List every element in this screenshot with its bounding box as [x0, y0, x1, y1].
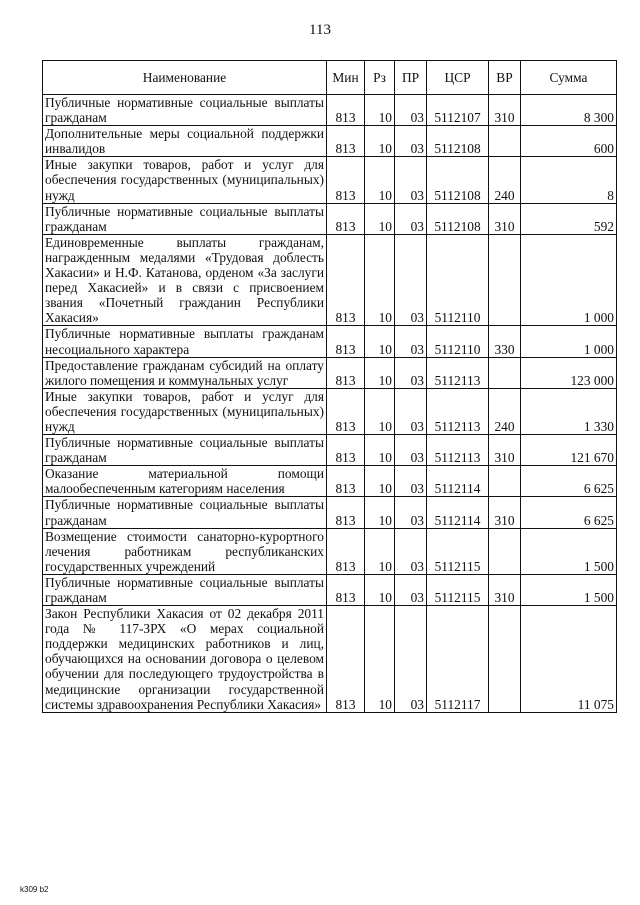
cell-rz: 10 — [365, 574, 395, 605]
cell-sum: 600 — [521, 126, 617, 157]
table-body — [43, 95, 617, 713]
cell-pr: 03 — [395, 466, 427, 497]
cell-min: 813 — [327, 497, 365, 528]
cell-vr: 240 — [489, 157, 521, 203]
table-row — [43, 357, 617, 388]
cell-min: 813 — [327, 95, 365, 126]
cell-pr: 03 — [395, 606, 427, 713]
cell-pr: 03 — [395, 435, 427, 466]
table-row — [43, 157, 617, 203]
cell-csr: 5112113 — [427, 388, 489, 434]
header-name: Наименование — [43, 61, 327, 95]
cell-name: Дополнительные меры социальной поддержки инвалидов — [43, 126, 327, 157]
cell-sum: 1 330 — [521, 388, 617, 434]
cell-rz: 10 — [365, 357, 395, 388]
cell-csr: 5112113 — [427, 435, 489, 466]
cell-pr: 03 — [395, 326, 427, 357]
cell-min: 813 — [327, 234, 365, 326]
cell-sum: 123 000 — [521, 357, 617, 388]
cell-sum: 1 500 — [521, 574, 617, 605]
cell-rz: 10 — [365, 95, 395, 126]
cell-min: 813 — [327, 126, 365, 157]
table-row — [43, 435, 617, 466]
cell-sum: 121 670 — [521, 435, 617, 466]
table-row — [43, 203, 617, 234]
cell-rz: 10 — [365, 435, 395, 466]
cell-min: 813 — [327, 157, 365, 203]
cell-csr: 5112107 — [427, 95, 489, 126]
cell-pr: 03 — [395, 157, 427, 203]
cell-csr: 5112115 — [427, 528, 489, 574]
table-row — [43, 497, 617, 528]
table-row — [43, 466, 617, 497]
header-rz: Рз — [365, 61, 395, 95]
cell-name: Предоставление гражданам субсидий на оплату жилого помещения и коммунальных услуг — [43, 357, 327, 388]
cell-vr — [489, 126, 521, 157]
cell-csr: 5112108 — [427, 157, 489, 203]
cell-name: Единовременные выплаты гражданам, награжденным медалями «Трудовая доблесть Хакасии» и Н.Ф. Катанова, орденом «За заслуги перед Хакасией» и в связи с присвоением звания «Почетный гражданин Республики Хакасия» — [43, 234, 327, 326]
header-min: Мин — [327, 61, 365, 95]
cell-min: 813 — [327, 203, 365, 234]
cell-name: Иные закупки товаров, работ и услуг для обеспечения государственных (муниципальных) нужд — [43, 157, 327, 203]
cell-csr: 5112114 — [427, 497, 489, 528]
header-vr: ВР — [489, 61, 521, 95]
table-row — [43, 606, 617, 713]
cell-name: Публичные нормативные социальные выплаты гражданам — [43, 203, 327, 234]
cell-sum: 11 075 — [521, 606, 617, 713]
cell-name: Публичные нормативные социальные выплаты гражданам — [43, 435, 327, 466]
cell-min: 813 — [327, 326, 365, 357]
cell-pr: 03 — [395, 357, 427, 388]
cell-pr: 03 — [395, 574, 427, 605]
cell-vr: 310 — [489, 203, 521, 234]
cell-vr — [489, 606, 521, 713]
cell-vr — [489, 234, 521, 326]
table-row — [43, 234, 617, 326]
cell-csr: 5112108 — [427, 203, 489, 234]
cell-vr: 310 — [489, 435, 521, 466]
cell-sum: 1 000 — [521, 234, 617, 326]
cell-csr: 5112113 — [427, 357, 489, 388]
cell-sum: 8 — [521, 157, 617, 203]
table-row — [43, 126, 617, 157]
cell-pr: 03 — [395, 203, 427, 234]
cell-min: 813 — [327, 466, 365, 497]
cell-name: Публичные нормативные социальные выплаты гражданам — [43, 497, 327, 528]
header-sum: Сумма — [521, 61, 617, 95]
cell-vr — [489, 466, 521, 497]
cell-rz: 10 — [365, 388, 395, 434]
table-row — [43, 528, 617, 574]
header-csr: ЦСР — [427, 61, 489, 95]
cell-name: Возмещение стоимости санаторно-курортного лечения работникам республиканских государственных учреждений — [43, 528, 327, 574]
table-row — [43, 574, 617, 605]
cell-pr: 03 — [395, 528, 427, 574]
cell-vr: 330 — [489, 326, 521, 357]
cell-pr: 03 — [395, 126, 427, 157]
budget-table — [42, 60, 617, 713]
cell-vr: 310 — [489, 497, 521, 528]
cell-csr: 5112110 — [427, 326, 489, 357]
table-row — [43, 326, 617, 357]
cell-min: 813 — [327, 528, 365, 574]
cell-name: Оказание материальной помощи малообеспеченным категориям населения — [43, 466, 327, 497]
header-pr: ПР — [395, 61, 427, 95]
cell-pr: 03 — [395, 95, 427, 126]
cell-rz: 10 — [365, 528, 395, 574]
cell-pr: 03 — [395, 388, 427, 434]
cell-rz: 10 — [365, 606, 395, 713]
cell-sum: 1 500 — [521, 528, 617, 574]
cell-rz: 10 — [365, 466, 395, 497]
cell-vr: 240 — [489, 388, 521, 434]
cell-rz: 10 — [365, 497, 395, 528]
cell-name: Закон Республики Хакасия от 02 декабря 2011 года № 117-ЗРХ «О мерах социальной поддержки медицинских работников и лиц, обучающихся на основании договора о целевом обучении для последующего трудоустройства в медицинские организации государственной системы здравоохранения Республики Хакасия» — [43, 606, 327, 713]
cell-pr: 03 — [395, 234, 427, 326]
cell-sum: 6 625 — [521, 466, 617, 497]
cell-name: Публичные нормативные социальные выплаты гражданам — [43, 95, 327, 126]
cell-vr — [489, 528, 521, 574]
cell-csr: 5112115 — [427, 574, 489, 605]
cell-sum: 8 300 — [521, 95, 617, 126]
cell-csr: 5112117 — [427, 606, 489, 713]
cell-csr: 5112108 — [427, 126, 489, 157]
cell-csr: 5112110 — [427, 234, 489, 326]
cell-name: Публичные нормативные социальные выплаты гражданам — [43, 574, 327, 605]
cell-sum: 6 625 — [521, 497, 617, 528]
cell-min: 813 — [327, 388, 365, 434]
table-row — [43, 388, 617, 434]
cell-min: 813 — [327, 574, 365, 605]
cell-rz: 10 — [365, 203, 395, 234]
cell-vr — [489, 357, 521, 388]
cell-rz: 10 — [365, 326, 395, 357]
cell-min: 813 — [327, 606, 365, 713]
cell-pr: 03 — [395, 497, 427, 528]
cell-csr: 5112114 — [427, 466, 489, 497]
table-header-row — [43, 61, 617, 95]
cell-vr: 310 — [489, 574, 521, 605]
cell-sum: 592 — [521, 203, 617, 234]
cell-rz: 10 — [365, 234, 395, 326]
footer-code: k309 b2 — [20, 885, 49, 894]
cell-rz: 10 — [365, 157, 395, 203]
cell-min: 813 — [327, 357, 365, 388]
cell-sum: 1 000 — [521, 326, 617, 357]
cell-vr: 310 — [489, 95, 521, 126]
page-number: 113 — [309, 22, 331, 38]
cell-name: Иные закупки товаров, работ и услуг для обеспечения государственных (муниципальных) нужд — [43, 388, 327, 434]
cell-rz: 10 — [365, 126, 395, 157]
cell-min: 813 — [327, 435, 365, 466]
cell-name: Публичные нормативные выплаты гражданам несоциального характера — [43, 326, 327, 357]
table-row — [43, 95, 617, 126]
